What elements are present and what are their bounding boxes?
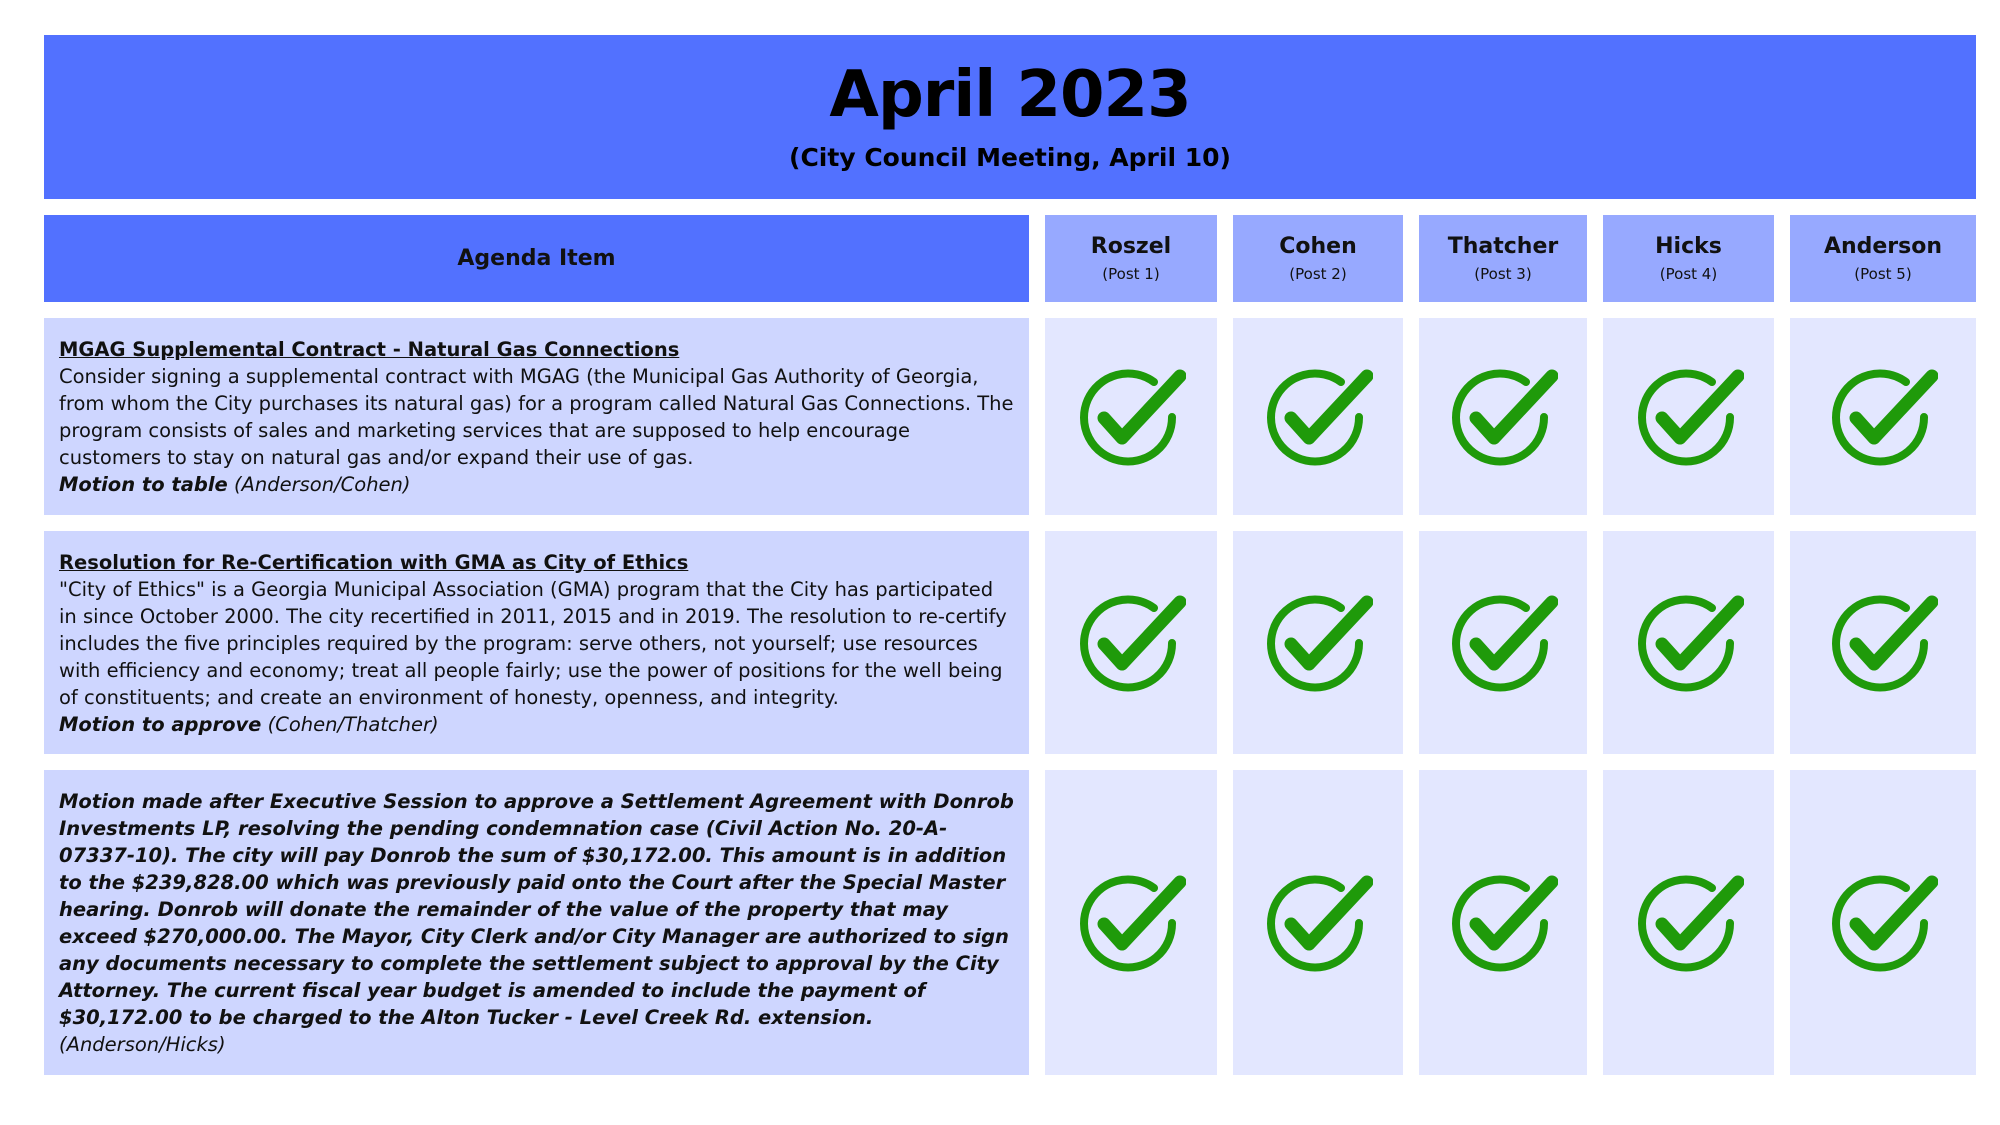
motion-label: Motion to approve: [59, 713, 262, 736]
member-post: (Post 2): [1289, 265, 1347, 283]
checkmark-circle-icon: [1828, 362, 1938, 472]
member-post: (Post 1): [1102, 265, 1160, 283]
vote-cell: [1419, 318, 1587, 515]
vote-cell: [1603, 770, 1774, 1075]
vote-cell: [1045, 531, 1217, 754]
vote-cell: [1233, 770, 1403, 1075]
agenda-item-header: Agenda Item: [44, 215, 1029, 302]
page-header: [44, 35, 1976, 199]
agenda-item-motion: [59, 471, 1015, 498]
member-name: Hicks: [1655, 234, 1722, 259]
agenda-item-1: [44, 318, 1029, 515]
member-header-anderson: [1790, 215, 1976, 302]
motion-movers: (Anderson/Cohen): [233, 473, 411, 496]
checkmark-circle-icon: [1634, 588, 1744, 698]
member-header-cohen: [1233, 215, 1403, 302]
checkmark-circle-icon: [1828, 588, 1938, 698]
checkmark-circle-icon: [1634, 362, 1744, 472]
checkmark-circle-icon: [1448, 362, 1558, 472]
member-header-hicks: [1603, 215, 1774, 302]
vote-cell: [1603, 318, 1774, 515]
agenda-item-description: Consider signing a supplemental contract with MGAG (the Municipal Gas Authority of Georgia, from whom the City purchases its natural gas) for a program called Natural Gas Connections. The program consists of sales and marketing services that are supposed to help encourage customers to stay on natural gas and/or expand their use of gas.: [59, 365, 1014, 469]
vote-cell: [1045, 770, 1217, 1075]
checkmark-circle-icon: [1448, 868, 1558, 978]
checkmark-circle-icon: [1634, 868, 1744, 978]
agenda-item-description: "City of Ethics" is a Georgia Municipal Association (GMA) program that the City has participated in since October 2000. The city recertified in 2011, 2015 and in 2019. The resolution to re-certify includes the five principles required by the program: serve others, not yourself; use resources with efficiency and economy; treat all people fairly; use the power of positions for the well being of constituents; and create an environment of honesty, openness, and integrity.: [59, 578, 1007, 709]
vote-cell: [1233, 531, 1403, 754]
checkmark-circle-icon: [1076, 588, 1186, 698]
member-post: (Post 4): [1659, 265, 1718, 283]
member-header-roszel: [1045, 215, 1217, 302]
checkmark-circle-icon: [1076, 868, 1186, 978]
agenda-item-2: [44, 531, 1029, 754]
checkmark-circle-icon: [1828, 868, 1938, 978]
agenda-item-motion: [59, 711, 1015, 738]
vote-cell: [1419, 770, 1587, 1075]
agenda-item-title: Resolution for Re-Certification with GMA as City of Ethics: [59, 551, 689, 574]
checkmark-circle-icon: [1448, 588, 1558, 698]
checkmark-circle-icon: [1076, 362, 1186, 472]
checkmark-circle-icon: [1263, 868, 1373, 978]
vote-cell: [1790, 770, 1976, 1075]
member-header-thatcher: [1419, 215, 1587, 302]
vote-cell: [1419, 531, 1587, 754]
vote-cell: [1045, 318, 1217, 515]
agenda-item-3: [44, 770, 1029, 1075]
vote-cell: [1603, 531, 1774, 754]
motion-label: Motion to table: [59, 473, 228, 496]
checkmark-circle-icon: [1263, 588, 1373, 698]
member-post: (Post 3): [1474, 265, 1532, 283]
agenda-item-description: Motion made after Executive Session to approve a Settlement Agreement with Donrob Investments LP, resolving the pending condemnation case (Civil Action No. 20-A-07337-10). The city will pay Donrob the sum of $30,172.00. This amount is in addition to the $239,828.00 which was previously paid onto the Court after the Special Master hearing. Donrob will donate the remainder of the value of the property that may exceed $270,000.00. The Mayor, City Clerk and/or City Manager are authorized to sign any documents necessary to complete the settlement subject to approval by the City Attorney. The current fiscal year budget is amended to include the payment of $30,172.00 to be charged to the Alton Tucker - Level Creek Rd. extension.: [59, 790, 1014, 1029]
motion-movers: (Cohen/Thatcher): [267, 713, 439, 736]
vote-cell: [1233, 318, 1403, 515]
member-post: (Post 5): [1854, 265, 1912, 283]
page-title: April 2023: [829, 58, 1191, 132]
member-name: Anderson: [1823, 234, 1943, 259]
member-name: Roszel: [1090, 234, 1172, 259]
motion-movers: (Anderson/Hicks): [59, 1033, 226, 1056]
vote-cell: [1790, 318, 1976, 515]
page-subtitle: (City Council Meeting, April 10): [789, 143, 1231, 172]
agenda-item-title: MGAG Supplemental Contract - Natural Gas Connections: [59, 338, 680, 361]
member-name: Thatcher: [1447, 234, 1559, 259]
vote-cell: [1790, 531, 1976, 754]
member-name: Cohen: [1279, 234, 1357, 259]
checkmark-circle-icon: [1263, 362, 1373, 472]
